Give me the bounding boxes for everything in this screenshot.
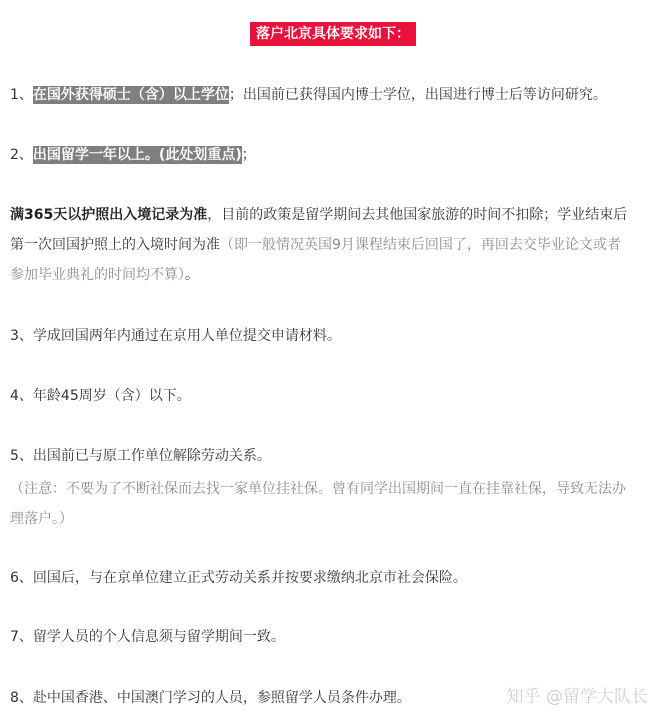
requirement-1	[10, 81, 658, 109]
requirement-5: 5、出国前已与原工作单位解除劳动关系。	[10, 448, 271, 464]
requirement-1-text: ；出国前已获得国内博士学位，出国进行博士后等访问研究。	[228, 87, 607, 103]
detail-line-3-end: 。	[185, 267, 199, 283]
requirement-1-number: 1、	[10, 87, 33, 103]
requirement-5-note	[10, 474, 658, 534]
requirement-1-highlight: 在国外获得硕士（含）以上学位	[32, 87, 229, 103]
note-line-2: 理落户。）	[10, 511, 73, 527]
detail-line-2-note: （即一般情况英国9月课程结束后回国了，再回去交毕业论文或者	[220, 237, 621, 253]
detail-line-1-text: ，目前的政策是留学期间去其他国家旅游的时间不扣除；学业结束后	[207, 207, 628, 223]
article-title: 落户北京具体要求如下：	[250, 22, 416, 46]
requirement-3: 3、学成回国两年内通过在京用人单位提交申请材料。	[10, 328, 341, 344]
detail-line-2	[10, 230, 658, 260]
requirement-2-highlight: 出国留学一年以上。(此处划重点)	[32, 147, 242, 163]
requirement-2-text: ；	[241, 147, 256, 163]
requirement-4: 4、年龄45周岁（含）以下。	[10, 388, 191, 404]
detail-line-3	[10, 260, 658, 290]
requirement-2-number: 2、	[10, 147, 33, 163]
requirement-8: 8、赴中国香港、中国澳门学习的人员，参照留学人员条件办理。	[10, 690, 411, 706]
requirement-6: 6、回国后，与在京单位建立正式劳动关系并按要求缴纳北京市社会保险。	[10, 570, 467, 586]
detail-line-2-text: 第一次回国护照上的入境时间为准	[10, 237, 220, 253]
title-row	[0, 22, 666, 46]
note-line-1: （注意：不要为了不断社保而去找一家单位挂社保。曾有同学出国期间一直在挂靠社保，导致无法办	[10, 481, 626, 497]
requirement-7: 7、留学人员的个人信息须与留学期间一致。	[10, 629, 285, 645]
detail-line-3-note: 参加毕业典礼的时间均不算）	[10, 267, 185, 283]
detail-line-1	[10, 200, 658, 230]
detail-bold: 满365天以护照出入境记录为准	[10, 207, 208, 223]
requirement-2	[10, 141, 658, 169]
watermark: 知乎 @留学大队长	[506, 687, 648, 707]
requirement-2-detail	[10, 200, 658, 290]
